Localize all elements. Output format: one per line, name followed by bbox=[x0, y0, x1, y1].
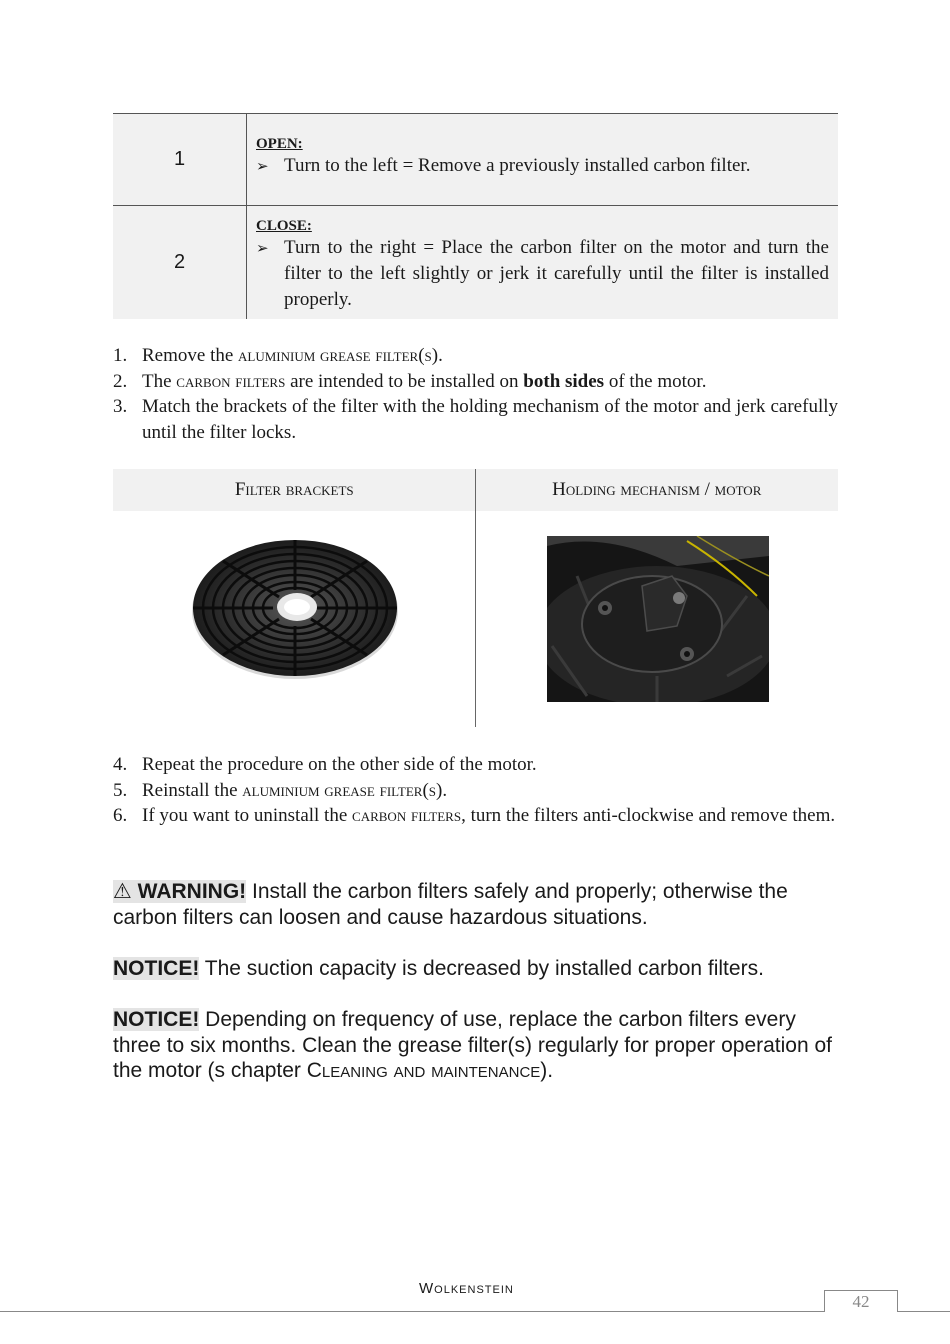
brand-logo: Wolkenstein bbox=[419, 1280, 514, 1297]
step-heading: OPEN: bbox=[256, 136, 303, 152]
step-row-open bbox=[113, 114, 838, 206]
list-item: 3. Match the brackets of the filter with the holding mechanism of the motor and jerk carefully until the filter locks. bbox=[113, 396, 838, 443]
chapter-reference: Cleaning and maintenance bbox=[306, 1059, 541, 1082]
holding-mechanism-header: Holding mechanism / motor bbox=[552, 479, 762, 500]
notice-paragraph-1 bbox=[113, 956, 838, 982]
step-description: Turn to the left = Remove a previously installed carbon filter. bbox=[284, 155, 751, 176]
footer-rule bbox=[0, 1311, 824, 1312]
warning-paragraph bbox=[113, 879, 838, 930]
arrow-bullet-icon: ➢ bbox=[256, 239, 269, 257]
list-item: 4. Repeat the procedure on the other side of the motor. bbox=[113, 754, 537, 775]
notice-label: NOTICE! bbox=[113, 1008, 200, 1031]
image-table bbox=[113, 469, 838, 727]
motor-holding-mechanism-image bbox=[547, 536, 769, 702]
warning-triangle-icon: ⚠ bbox=[113, 880, 132, 903]
list-item: 2. The carbon filters are intended to be installed on both sides of the motor. bbox=[113, 370, 707, 392]
step-content bbox=[247, 206, 838, 319]
notice-text: The suction capacity is decreased by installed carbon filters. bbox=[199, 957, 764, 980]
footer-rule bbox=[898, 1311, 950, 1312]
step-heading: CLOSE: bbox=[256, 218, 312, 234]
list-item: 1. Remove the aluminium grease filter(s). bbox=[113, 345, 443, 366]
instruction-list-1 bbox=[113, 343, 838, 445]
notice-text: Depending on frequency of use, replace the carbon filters every three to six months. Clean the grease filter(s) regularly for proper operation of the motor (s chapter bbox=[113, 1008, 833, 1082]
step-row-close bbox=[113, 206, 838, 319]
page-number: 42 bbox=[824, 1290, 898, 1312]
list-item: 6. If you want to uninstall the carbon filters, turn the filters anti-clockwise and remove them. bbox=[113, 805, 836, 826]
arrow-bullet-icon: ➢ bbox=[256, 157, 269, 175]
list-item: 5. Reinstall the aluminium grease filter(s). bbox=[113, 779, 448, 801]
step-number: 2 bbox=[113, 206, 247, 319]
step-content bbox=[247, 114, 838, 205]
carbon-filter-image bbox=[191, 535, 399, 681]
notice-paragraph-2: NOTICE! Depending on frequency of use, replace the carbon filters every three to six months. Clean the grease filter(s) regularly for proper operation of the motor (s chapter Cleaning and maintenance). bbox=[113, 1008, 833, 1082]
step-description: Turn to the right = Place the carbon filter on the motor and turn the filter to the left slightly or jerk it carefully until the filter is installed properly. bbox=[284, 237, 829, 310]
filter-brackets-header: Filter brackets bbox=[234, 479, 354, 500]
warning-text: Install the carbon filters safely and properly; otherwise the carbon filters can loosen and cause hazardous situations. bbox=[113, 880, 788, 929]
steps-table bbox=[113, 113, 838, 319]
instruction-list-2 bbox=[113, 752, 838, 829]
notice-label: NOTICE! bbox=[113, 957, 200, 980]
column-divider bbox=[475, 469, 476, 727]
warning-label: WARNING! bbox=[137, 880, 247, 903]
step-number: 1 bbox=[113, 114, 247, 205]
